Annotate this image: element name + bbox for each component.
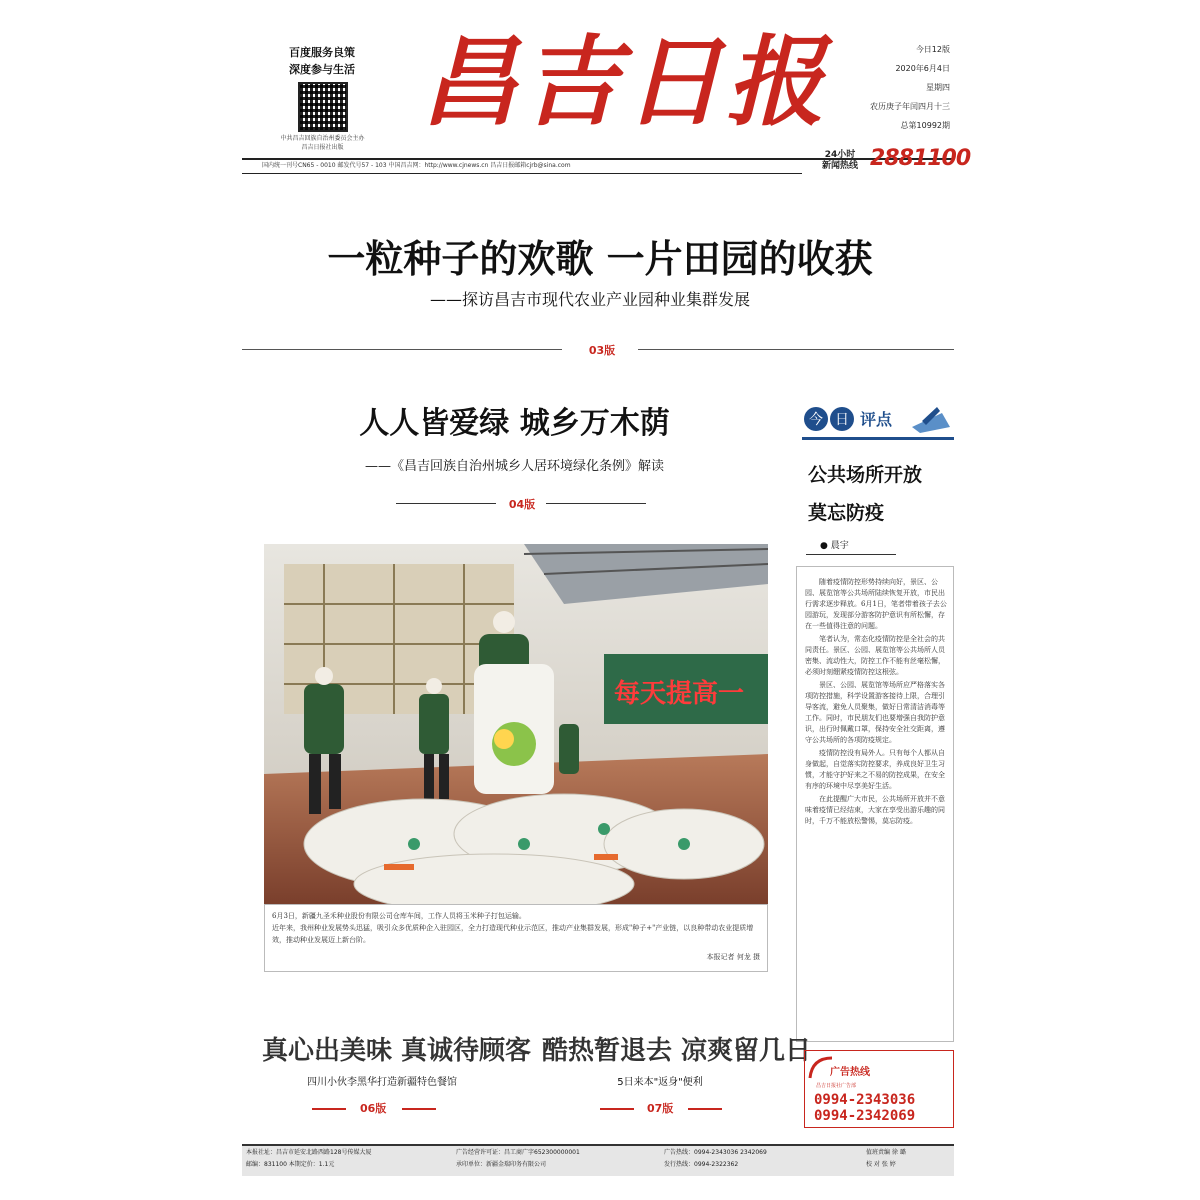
masthead-slogan [262,44,382,78]
hotline-label-1: 24小时 [824,150,856,160]
ad-phone[interactable]: 0994-2342069 [814,1108,916,1124]
lead-headline[interactable]: 一粒种子的欢歌 一片田园的收获 [327,236,873,281]
masthead-rule-bottom [242,173,802,174]
page-reference[interactable]: 07版 [647,1102,674,1115]
commentary-rule [802,437,954,440]
banner-text: 每天提高一 [614,679,745,709]
ad-label: 广告热线 [830,1067,870,1078]
second-headline[interactable]: 人人皆爱绿 城乡万木荫 [359,406,670,441]
commentary-author: ● 晨宇 [820,541,849,551]
story-headline[interactable]: 真心出美味 真诚待顾客 [262,1036,532,1066]
divider [546,503,646,504]
info-strip: 国内统一刊号CN65 - 0010 邮发代号57 - 103 中国昌吉网：http://www.cjnews.cn 昌吉日报邮箱cjrb@sina.com [262,162,571,169]
commentary-paragraph: 随着疫情防控形势持续向好，景区、公园、展览馆等公共场所陆续恢复开放，市民出行需求逐步释放。6月1日，笔者带着孩子去公园游玩，发现部分游客防护意识有所松懈，存在一些值得注意的问题。 [805,578,947,630]
commentary-paragraph: 笔者认为，常态化疫情防控是全社会的共同责任。景区、公园、展览馆等公共场所人员密集、流动性大，防控工作不能有丝毫松懈，必须时刻绷紧疫情防控这根弦。 [805,635,945,676]
story-subheadline: 四川小伙李黑华打造新疆特色餐馆 [307,1077,457,1088]
publisher-line-1: 中共昌吉回族自治州委员会主办 [280,135,365,142]
page-count: 今日12版 [915,45,950,54]
commentary-paragraph: 在此提醒广大市民，公共场所开放并不意味着疫情已经结束，大家在享受出游乐趣的同时，千万不能放松警惕，莫忘防疫。 [805,795,945,825]
photo-caption: 6月3日，新疆九圣禾种业股份有限公司仓库车间，工作人员将玉米种子打包运输。 近年来，我州种业发展势头迅猛，吸引众多优质种企入驻园区，全力打造现代种业示范区，推动产业集群发展，形成"种子+"产业链，以良种带动农业提质增效，推动种业发展迈上新台阶。 [272,912,754,944]
red-divider [600,1108,634,1110]
warehouse-scene-illustration [264,544,768,904]
footer-editor: 值班责编 徐 璐 [866,1149,906,1156]
lead-subheadline: ——探访昌吉市现代农业产业园种业集群发展 [430,290,751,309]
red-divider [402,1108,436,1110]
badge-label: 评点 [860,410,893,429]
footer-postcode: 邮编：831100 本期定价：1.1元 [246,1161,335,1168]
divider [242,349,562,350]
issue-date: 2020年6月4日 [895,64,950,73]
red-divider [688,1108,722,1110]
story-headline[interactable]: 酷热暂退去 凉爽留几日 [542,1036,812,1066]
news-photo[interactable] [264,544,768,904]
hotline-label [810,150,870,172]
newspaper-logo: 昌吉日报 [420,25,829,140]
issue-lunar-date: 农历庚子年闰四月十三 [870,102,950,111]
second-subheadline: ——《昌吉回族自治州城乡人居环境绿化条例》解读 [364,459,664,474]
author-rule [806,554,896,555]
divider [396,503,496,504]
commentary-paragraph: 疫情防控没有局外人。只有每个人都从自身做起，自觉落实防控要求，养成良好卫生习惯，才能守护好来之不易的防控成果，在安全有序的环境中尽享美好生活。 [805,749,945,790]
footer-license: 广告经营许可证：昌工商广字652300000001 [456,1149,580,1156]
footer-printer: 承印单位：新疆金瑞印务有限公司 [456,1161,547,1168]
commentary-paragraph: 景区、公园、展览馆等场所应严格落实各项防控措施，科学设置游客接待上限，合理引导客流，避免人员聚集，做好日常清洁消毒等工作。同时，市民朋友们也要增强自我防护意识，出行时佩戴口罩，保持安全社交距离，遵守公共场所的各项防疫规定。 [805,681,945,744]
red-divider [312,1108,346,1110]
publisher-line-2: 昌吉日报社出版 [301,144,344,151]
commentary-body [796,566,954,1042]
commentary-title-line-2[interactable]: 莫忘防疫 [808,502,885,524]
photo-credit: 本报记者 何龙 摄 [706,953,760,961]
issue-weekday: 星期四 [926,83,950,92]
ad-phone[interactable]: 0994-2343036 [814,1092,916,1108]
footer-ad-hotline: 广告热线：0994-2343036 2342069 [664,1149,767,1156]
commentary-title-line-1[interactable]: 公共场所开放 [808,464,923,486]
slogan-line-2: 深度参与生活 [289,63,355,76]
qr-code[interactable] [298,82,348,132]
badge-char-2: 日 [835,412,849,428]
badge-char-1: 今 [809,412,823,428]
ad-department: 昌吉日报社广告部 [816,1083,857,1089]
hotline-label-2: 新闻热线 [821,161,858,171]
footer-distribution-hotline: 发行热线：0994-2322362 [664,1161,739,1168]
issue-number: 总第10992期 [900,121,950,130]
footer-column [456,1147,580,1171]
footer-column [664,1147,767,1171]
page-reference[interactable]: 06版 [360,1102,387,1115]
footer-address: 本报社址：昌吉市延安北路西路128号传媒大厦 [246,1149,372,1156]
footer-column [866,1147,906,1171]
page-reference[interactable]: 03版 [588,344,616,357]
slogan-line-1: 百度服务良策 [289,46,355,59]
divider [638,349,954,350]
issue-info [840,40,950,135]
story-subheadline: 5日来本"返身"便利 [617,1077,703,1088]
commentary-badge [802,403,952,435]
publisher-info [255,134,390,152]
footer-column [246,1147,371,1171]
hotline-number[interactable]: 2881100 [870,146,971,171]
footer-proofreader: 校 对 张 婷 [866,1161,896,1168]
page-reference[interactable]: 04版 [508,498,536,511]
